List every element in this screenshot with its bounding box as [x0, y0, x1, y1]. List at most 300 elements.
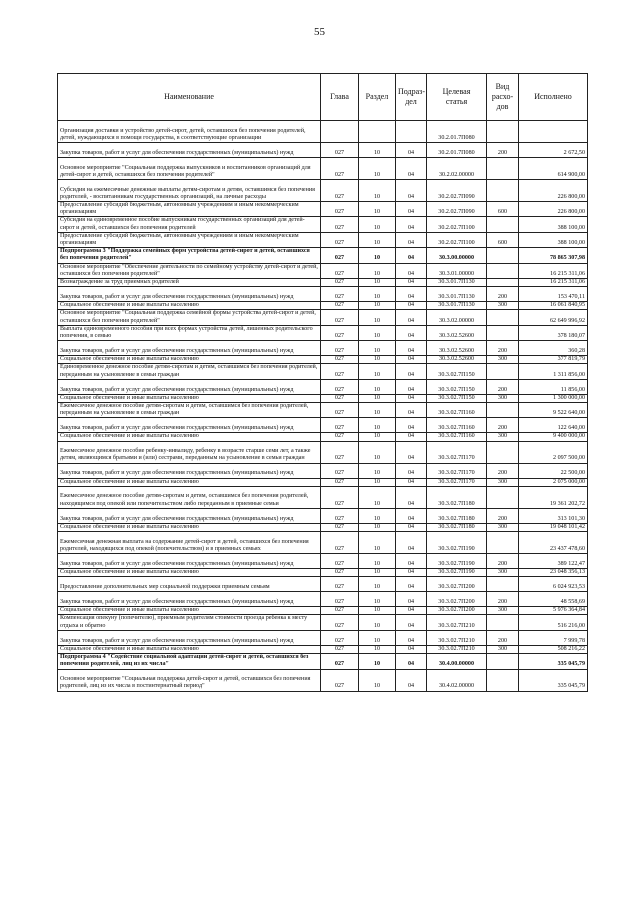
row-expense-type-cell: 200: [487, 341, 519, 356]
row-chapter-cell: 027: [321, 645, 359, 653]
row-expense-type-cell: [487, 364, 519, 379]
row-expense-type-cell: [487, 263, 519, 278]
table-row: [58, 486, 588, 508]
row-name-cell: Субсидия на единовременное пособие выпускникам государственных организаций для детей-сирот и детей, оставшихся без попечения родителей: [58, 217, 321, 232]
table-row: [58, 403, 588, 418]
row-expense-type-cell: [487, 615, 519, 630]
row-expense-type-cell: 600: [487, 232, 519, 247]
row-section-cell: 10: [359, 486, 396, 508]
row-chapter-cell: 027: [321, 463, 359, 478]
row-name-cell: Подпрограмма 3 "Поддержка семейных форм устройства детей-сирот и детей, оставшихся без попечения родителей": [58, 248, 321, 263]
row-expense-type-cell: [487, 654, 519, 669]
table-row: [58, 433, 588, 441]
row-expense-type-cell: [487, 532, 519, 554]
page-number: 55: [314, 26, 325, 38]
row-target-cell: 30.3.02.7П180: [427, 486, 487, 508]
row-section-cell: [359, 121, 396, 143]
row-target-cell: 30.2.02.7П090: [427, 180, 487, 202]
row-expense-type-cell: [487, 310, 519, 325]
table-row: [58, 630, 588, 645]
row-chapter-cell: 027: [321, 248, 359, 263]
row-chapter-cell: 027: [321, 287, 359, 302]
row-target-cell: 30.3.02.7П200: [427, 607, 487, 615]
row-executed-cell: 122 640,00: [519, 418, 588, 433]
row-target-cell: 30.4.02.00000: [427, 669, 487, 691]
row-chapter-cell: 027: [321, 403, 359, 418]
table-row: [58, 607, 588, 615]
table-row: [58, 180, 588, 202]
row-target-cell: 30.3.02.7П190: [427, 569, 487, 577]
table-row: [58, 364, 588, 379]
row-chapter-cell: 027: [321, 607, 359, 615]
table-row: [58, 356, 588, 364]
row-chapter-cell: 027: [321, 441, 359, 463]
header-target-article: Целевая статья: [427, 74, 487, 121]
row-executed-cell: 389 122,47: [519, 554, 588, 569]
row-subsection-cell: 04: [396, 630, 427, 645]
row-expense-type-cell: [487, 279, 519, 287]
table-row: [58, 615, 588, 630]
row-subsection-cell: 04: [396, 279, 427, 287]
header-expense-type: Вид расхо- дов: [487, 74, 519, 121]
table-row: [58, 569, 588, 577]
row-subsection-cell: 04: [396, 232, 427, 247]
row-name-cell: Закупка товаров, работ и услуг для обеспечения государственных (муниципальных) нужд: [58, 143, 321, 158]
row-name-cell: Закупка товаров, работ и услуг для обеспечения государственных (муниципальных) нужд: [58, 418, 321, 433]
table-row: [58, 341, 588, 356]
row-section-cell: 10: [359, 508, 396, 523]
row-name-cell: Вознаграждение за труд приемных родителей: [58, 279, 321, 287]
table-row: [58, 669, 588, 691]
row-name-cell: Ежемесячная денежная выплата на содержание детей-сирот и детей, оставшихся без попечения родителей, находящихся под опекой (попечительством) и в приемных семьях: [58, 532, 321, 554]
table-row: [58, 325, 588, 340]
row-executed-cell: 614 900,00: [519, 158, 588, 180]
row-name-cell: Основное мероприятие "Социальная поддержка детей-сирот и детей, оставшихся без попечения родителей, лиц из их числа в постинтернатный период": [58, 669, 321, 691]
row-chapter-cell: 027: [321, 158, 359, 180]
row-executed-cell: 377 819,79: [519, 356, 588, 364]
row-executed-cell: 11 856,00: [519, 379, 588, 394]
table-row: [58, 121, 588, 143]
row-name-cell: Основное мероприятие "Социальная поддержка выпускников и воспитанников организаций для детей-сирот и детей, оставшихся без попечения родителей": [58, 158, 321, 180]
row-name-cell: Социальное обеспечение и иные выплаты населению: [58, 356, 321, 364]
row-subsection-cell: 04: [396, 654, 427, 669]
table-header-row: [58, 74, 588, 121]
row-chapter-cell: 027: [321, 341, 359, 356]
row-subsection-cell: 04: [396, 158, 427, 180]
row-expense-type-cell: [487, 121, 519, 143]
table-row: [58, 302, 588, 310]
row-subsection-cell: [396, 121, 427, 143]
row-chapter-cell: 027: [321, 217, 359, 232]
row-target-cell: 30.3.00.00000: [427, 248, 487, 263]
row-target-cell: 30.3.02.7П170: [427, 441, 487, 463]
row-chapter-cell: 027: [321, 592, 359, 607]
row-target-cell: 30.3.02.7П170: [427, 463, 487, 478]
row-expense-type-cell: 200: [487, 592, 519, 607]
row-name-cell: Ежемесячное денежное пособие детям-сиротам и детям, оставшимся без попечения родителей, находящимся под опекой или попечительством либо переданным в приемные семьи: [58, 486, 321, 508]
row-target-cell: 30.3.02.52600: [427, 356, 487, 364]
row-chapter-cell: 027: [321, 569, 359, 577]
table-row: [58, 577, 588, 592]
row-name-cell: Предоставление субсидий бюджетным, автономным учреждениям и иным некоммерческим организациям: [58, 202, 321, 217]
row-name-cell: Социальное обеспечение и иные выплаты населению: [58, 569, 321, 577]
row-section-cell: 10: [359, 592, 396, 607]
row-executed-cell: 23 437 478,60: [519, 532, 588, 554]
row-section-cell: 10: [359, 554, 396, 569]
row-expense-type-cell: 200: [487, 379, 519, 394]
row-executed-cell: 153 470,11: [519, 287, 588, 302]
row-subsection-cell: 04: [396, 403, 427, 418]
table-row: [58, 554, 588, 569]
row-expense-type-cell: [487, 669, 519, 691]
row-subsection-cell: 04: [396, 615, 427, 630]
row-subsection-cell: 04: [396, 569, 427, 577]
row-target-cell: 30.3.02.7П180: [427, 508, 487, 523]
row-chapter-cell: 027: [321, 379, 359, 394]
row-section-cell: 10: [359, 569, 396, 577]
row-target-cell: 30.3.02.7П210: [427, 645, 487, 653]
row-executed-cell: 516 216,00: [519, 615, 588, 630]
row-chapter-cell: 027: [321, 302, 359, 310]
row-section-cell: 10: [359, 180, 396, 202]
row-subsection-cell: 04: [396, 554, 427, 569]
table-row: [58, 217, 588, 232]
row-chapter-cell: 027: [321, 325, 359, 340]
row-name-cell: Предоставление субсидий бюджетным, автономным учреждениям и иным некоммерческим организациям: [58, 232, 321, 247]
row-executed-cell: 7 999,78: [519, 630, 588, 645]
row-subsection-cell: 04: [396, 463, 427, 478]
row-section-cell: 10: [359, 202, 396, 217]
row-chapter-cell: 027: [321, 554, 359, 569]
row-expense-type-cell: 300: [487, 478, 519, 486]
row-subsection-cell: 04: [396, 394, 427, 402]
row-target-cell: 30.3.02.7П210: [427, 630, 487, 645]
row-target-cell: 30.3.01.7П130: [427, 279, 487, 287]
row-name-cell: Подпрограмма 4 "Содействие социальной адаптации детей-сирот и детей, оставшихся без попечения родителей, лиц из их числа": [58, 654, 321, 669]
row-expense-type-cell: [487, 217, 519, 232]
row-subsection-cell: 04: [396, 302, 427, 310]
row-target-cell: 30.2.02.00000: [427, 158, 487, 180]
row-chapter-cell: 027: [321, 418, 359, 433]
row-chapter-cell: 027: [321, 279, 359, 287]
row-target-cell: 30.3.02.7П200: [427, 577, 487, 592]
row-target-cell: 30.3.02.52600: [427, 341, 487, 356]
table-row: [58, 248, 588, 263]
row-target-cell: 30.3.01.7П130: [427, 302, 487, 310]
row-name-cell: Выплата единовременного пособия при всех формах устройства детей, лишенных родительского попечения, в семью: [58, 325, 321, 340]
row-executed-cell: 1 311 856,00: [519, 364, 588, 379]
table-row: [58, 232, 588, 247]
row-executed-cell: 78 865 307,98: [519, 248, 588, 263]
row-subsection-cell: 04: [396, 325, 427, 340]
row-executed-cell: 9 400 000,00: [519, 433, 588, 441]
row-chapter-cell: [321, 121, 359, 143]
row-name-cell: Закупка товаров, работ и услуг для обеспечения государственных (муниципальных) нужд: [58, 379, 321, 394]
row-name-cell: Основное мероприятие "Обеспечение деятельности по семейному устройству детей-сирот и детей, оставшихся без попечения родителей": [58, 263, 321, 278]
table-row: [58, 645, 588, 653]
row-name-cell: Ежемесячное денежное пособие ребенку-инвалиду, ребенку в возрасте старше семи лет, а также детям, являющимся братьями и (или) сестрами, переданным на усыновление в семьи граждан: [58, 441, 321, 463]
row-expense-type-cell: [487, 180, 519, 202]
row-name-cell: Закупка товаров, работ и услуг для обеспечения государственных (муниципальных) нужд: [58, 463, 321, 478]
row-name-cell: Субсидия на ежемесячные денежные выплаты детям-сиротам и детям, оставшимся без попечения родителей, - воспитанникам государственных организаций, на личные расходы: [58, 180, 321, 202]
row-section-cell: 10: [359, 394, 396, 402]
row-executed-cell: 22 500,00: [519, 463, 588, 478]
row-expense-type-cell: [487, 441, 519, 463]
row-subsection-cell: 04: [396, 433, 427, 441]
row-subsection-cell: 04: [396, 248, 427, 263]
row-expense-type-cell: 600: [487, 202, 519, 217]
row-target-cell: 30.2.02.7П100: [427, 217, 487, 232]
row-chapter-cell: 027: [321, 630, 359, 645]
row-executed-cell: 360,28: [519, 341, 588, 356]
row-section-cell: 10: [359, 630, 396, 645]
row-section-cell: 10: [359, 523, 396, 531]
row-subsection-cell: 04: [396, 523, 427, 531]
table-row: [58, 441, 588, 463]
header-subsection: Подраз- дел: [396, 74, 427, 121]
row-section-cell: 10: [359, 441, 396, 463]
row-executed-cell: 23 048 356,13: [519, 569, 588, 577]
table-row: [58, 310, 588, 325]
row-section-cell: 10: [359, 217, 396, 232]
row-chapter-cell: 027: [321, 523, 359, 531]
row-chapter-cell: 027: [321, 394, 359, 402]
row-executed-cell: 6 024 923,53: [519, 577, 588, 592]
table-row: [58, 654, 588, 669]
row-section-cell: 10: [359, 248, 396, 263]
row-name-cell: Предоставление дополнительных мер социальной поддержки приемным семьям: [58, 577, 321, 592]
row-subsection-cell: 04: [396, 441, 427, 463]
row-executed-cell: [519, 121, 588, 143]
row-section-cell: 10: [359, 279, 396, 287]
row-subsection-cell: 04: [396, 418, 427, 433]
row-target-cell: 30.2.01.7П080: [427, 143, 487, 158]
row-executed-cell: 2 672,50: [519, 143, 588, 158]
row-section-cell: 10: [359, 654, 396, 669]
row-section-cell: 10: [359, 577, 396, 592]
row-section-cell: 10: [359, 532, 396, 554]
row-subsection-cell: 04: [396, 592, 427, 607]
row-target-cell: 30.2.02.7П100: [427, 232, 487, 247]
table-row: [58, 263, 588, 278]
row-chapter-cell: 027: [321, 615, 359, 630]
row-name-cell: Социальное обеспечение и иные выплаты населению: [58, 645, 321, 653]
table-row: [58, 202, 588, 217]
row-executed-cell: 335 045,79: [519, 654, 588, 669]
row-subsection-cell: 04: [396, 202, 427, 217]
row-subsection-cell: 04: [396, 379, 427, 394]
row-subsection-cell: 04: [396, 287, 427, 302]
row-target-cell: 30.3.02.7П210: [427, 615, 487, 630]
row-chapter-cell: 027: [321, 143, 359, 158]
row-subsection-cell: 04: [396, 607, 427, 615]
row-expense-type-cell: 200: [487, 554, 519, 569]
row-subsection-cell: 04: [396, 532, 427, 554]
row-section-cell: 10: [359, 287, 396, 302]
row-expense-type-cell: [487, 325, 519, 340]
row-section-cell: 10: [359, 463, 396, 478]
table-row: [58, 463, 588, 478]
row-subsection-cell: 04: [396, 356, 427, 364]
row-target-cell: 30.3.02.7П160: [427, 433, 487, 441]
row-executed-cell: 19 048 101,42: [519, 523, 588, 531]
row-executed-cell: 16 215 311,06: [519, 263, 588, 278]
row-expense-type-cell: 300: [487, 607, 519, 615]
row-name-cell: Социальное обеспечение и иные выплаты населению: [58, 302, 321, 310]
row-chapter-cell: 027: [321, 232, 359, 247]
row-target-cell: 30.3.02.7П170: [427, 478, 487, 486]
row-chapter-cell: 027: [321, 263, 359, 278]
table-row: [58, 592, 588, 607]
row-subsection-cell: 04: [396, 478, 427, 486]
row-chapter-cell: 027: [321, 508, 359, 523]
header-name: Наименование: [58, 74, 321, 121]
header-section: Раздел: [359, 74, 396, 121]
row-section-cell: 10: [359, 607, 396, 615]
row-expense-type-cell: 200: [487, 418, 519, 433]
row-executed-cell: 16 215 311,06: [519, 279, 588, 287]
row-executed-cell: 62 649 996,92: [519, 310, 588, 325]
row-expense-type-cell: 300: [487, 523, 519, 531]
row-executed-cell: 5 976 364,84: [519, 607, 588, 615]
row-subsection-cell: 04: [396, 486, 427, 508]
row-expense-type-cell: 300: [487, 569, 519, 577]
table-row: [58, 523, 588, 531]
row-subsection-cell: 04: [396, 263, 427, 278]
row-subsection-cell: 04: [396, 143, 427, 158]
row-name-cell: Ежемесячное денежное пособие детям-сиротам и детям, оставшимся без попечения родителей, переданным на усыновление в семьи граждан: [58, 403, 321, 418]
row-target-cell: 30.3.02.7П190: [427, 532, 487, 554]
row-expense-type-cell: 200: [487, 287, 519, 302]
row-target-cell: 30.4.00.00000: [427, 654, 487, 669]
row-executed-cell: 2 075 000,00: [519, 478, 588, 486]
row-chapter-cell: 027: [321, 577, 359, 592]
row-section-cell: 10: [359, 341, 396, 356]
row-subsection-cell: 04: [396, 341, 427, 356]
row-chapter-cell: 027: [321, 486, 359, 508]
row-target-cell: 30.3.02.7П150: [427, 394, 487, 402]
table-row: [58, 279, 588, 287]
header-chapter: Глава: [321, 74, 359, 121]
row-target-cell: 30.3.02.7П200: [427, 592, 487, 607]
row-subsection-cell: 04: [396, 364, 427, 379]
row-executed-cell: 388 100,00: [519, 217, 588, 232]
row-expense-type-cell: 300: [487, 433, 519, 441]
row-chapter-cell: 027: [321, 364, 359, 379]
row-section-cell: 10: [359, 356, 396, 364]
row-subsection-cell: 04: [396, 180, 427, 202]
row-section-cell: 10: [359, 302, 396, 310]
row-chapter-cell: 027: [321, 356, 359, 364]
row-executed-cell: 48 558,69: [519, 592, 588, 607]
row-section-cell: 10: [359, 418, 396, 433]
row-target-cell: 30.3.02.00000: [427, 310, 487, 325]
row-executed-cell: 388 100,00: [519, 232, 588, 247]
row-section-cell: 10: [359, 325, 396, 340]
row-expense-type-cell: 200: [487, 143, 519, 158]
row-executed-cell: 226 800,00: [519, 202, 588, 217]
row-expense-type-cell: 300: [487, 394, 519, 402]
row-name-cell: Социальное обеспечение и иные выплаты населению: [58, 607, 321, 615]
row-chapter-cell: 027: [321, 654, 359, 669]
row-chapter-cell: 027: [321, 202, 359, 217]
row-subsection-cell: 04: [396, 508, 427, 523]
table-row: [58, 287, 588, 302]
row-target-cell: 30.3.01.7П130: [427, 287, 487, 302]
row-expense-type-cell: [487, 158, 519, 180]
row-section-cell: 10: [359, 379, 396, 394]
table-row: [58, 478, 588, 486]
table-row: [58, 143, 588, 158]
row-target-cell: 30.3.02.7П180: [427, 523, 487, 531]
row-executed-cell: 313 101,30: [519, 508, 588, 523]
table-row: [58, 379, 588, 394]
row-expense-type-cell: 200: [487, 463, 519, 478]
row-name-cell: Организация доставки и устройство детей-сирот, детей, оставшихся без попечения родителей, детей, нуждающихся в помощи государства, в соответствующие организации: [58, 121, 321, 143]
row-chapter-cell: 027: [321, 180, 359, 202]
row-target-cell: 30.2.02.7П090: [427, 202, 487, 217]
row-target-cell: 30.3.02.52600: [427, 325, 487, 340]
row-name-cell: Основное мероприятие "Социальная поддержка семейной формы устройства детей-сирот и детей, оставшихся без попечения родителей": [58, 310, 321, 325]
row-executed-cell: 508 216,22: [519, 645, 588, 653]
row-expense-type-cell: [487, 577, 519, 592]
row-name-cell: Единовременное денежное пособие детям-сиротам и детям, оставшимся без попечения родителей, переданным на усыновление в семьи граждан: [58, 364, 321, 379]
row-name-cell: Социальное обеспечение и иные выплаты населению: [58, 523, 321, 531]
row-name-cell: Компенсация опекуну (попечителю), приемным родителям стоимости проезда ребенка к месту отдыха и обратно: [58, 615, 321, 630]
row-subsection-cell: 04: [396, 310, 427, 325]
row-executed-cell: 1 300 000,00: [519, 394, 588, 402]
row-section-cell: 10: [359, 143, 396, 158]
row-executed-cell: 9 522 640,00: [519, 403, 588, 418]
row-executed-cell: 16 061 840,95: [519, 302, 588, 310]
row-target-cell: 30.3.02.7П160: [427, 418, 487, 433]
row-chapter-cell: 027: [321, 532, 359, 554]
row-chapter-cell: 027: [321, 669, 359, 691]
row-executed-cell: 378 180,07: [519, 325, 588, 340]
row-subsection-cell: 04: [396, 217, 427, 232]
table-row: [58, 418, 588, 433]
row-name-cell: Социальное обеспечение и иные выплаты населению: [58, 478, 321, 486]
budget-execution-table: [57, 73, 588, 692]
row-executed-cell: 226 800,00: [519, 180, 588, 202]
table-row: [58, 394, 588, 402]
row-expense-type-cell: 300: [487, 645, 519, 653]
row-name-cell: Закупка товаров, работ и услуг для обеспечения государственных (муниципальных) нужд: [58, 287, 321, 302]
row-chapter-cell: 027: [321, 433, 359, 441]
row-target-cell: 30.3.02.7П190: [427, 554, 487, 569]
row-name-cell: Закупка товаров, работ и услуг для обеспечения государственных (муниципальных) нужд: [58, 554, 321, 569]
row-name-cell: Закупка товаров, работ и услуг для обеспечения государственных (муниципальных) нужд: [58, 592, 321, 607]
row-subsection-cell: 04: [396, 669, 427, 691]
row-section-cell: 10: [359, 615, 396, 630]
row-target-cell: 30.3.01.00000: [427, 263, 487, 278]
row-section-cell: 10: [359, 478, 396, 486]
row-executed-cell: 2 097 500,00: [519, 441, 588, 463]
row-section-cell: 10: [359, 158, 396, 180]
row-section-cell: 10: [359, 310, 396, 325]
row-target-cell: 30.3.02.7П150: [427, 364, 487, 379]
row-section-cell: 10: [359, 403, 396, 418]
row-target-cell: 30.3.02.7П160: [427, 403, 487, 418]
row-executed-cell: 19 361 202,72: [519, 486, 588, 508]
row-subsection-cell: 04: [396, 645, 427, 653]
row-expense-type-cell: 300: [487, 356, 519, 364]
row-name-cell: Закупка товаров, работ и услуг для обеспечения государственных (муниципальных) нужд: [58, 508, 321, 523]
row-section-cell: 10: [359, 364, 396, 379]
row-chapter-cell: 027: [321, 478, 359, 486]
row-expense-type-cell: 200: [487, 630, 519, 645]
table-row: [58, 158, 588, 180]
